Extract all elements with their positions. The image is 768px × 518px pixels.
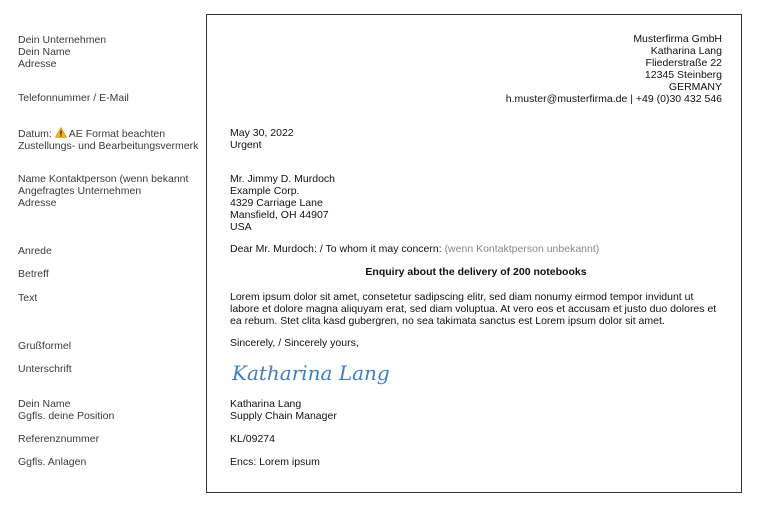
letter-subject: Enquiry about the delivery of 200 notebooks bbox=[365, 266, 587, 278]
sender-name: Katharina Lang bbox=[650, 45, 722, 57]
label-salutation: Anrede bbox=[18, 245, 52, 257]
sender-street: Fliederstraße 22 bbox=[645, 57, 722, 69]
label-date-block bbox=[18, 127, 198, 152]
salutation-line bbox=[230, 243, 599, 255]
label-signer-name: Dein Name bbox=[18, 398, 71, 410]
recipient-city: Mansfield, OH 44907 bbox=[230, 209, 329, 221]
reference-number: KL/09274 bbox=[230, 433, 275, 445]
date-block bbox=[230, 127, 294, 151]
recipient-block bbox=[230, 173, 335, 233]
label-reference: Referenznummer bbox=[18, 433, 100, 445]
sender-contact: h.muster@musterfirma.de | +49 (0)30 432 546 bbox=[505, 93, 722, 105]
recipient-company: Example Corp. bbox=[230, 185, 300, 197]
label-closing: Grußformel bbox=[18, 340, 72, 352]
sender-city: 12345 Steinberg bbox=[644, 69, 722, 81]
label-recipient-address: Adresse bbox=[18, 197, 57, 209]
label-attachments: Ggfls. Anlagen bbox=[18, 456, 87, 468]
label-company: Dein Unternehmen bbox=[18, 34, 107, 46]
label-company-block bbox=[18, 34, 106, 70]
recipient-street: 4329 Carriage Lane bbox=[230, 197, 323, 209]
label-contact: Telefonnummer / E-Mail bbox=[18, 92, 129, 104]
signature-image bbox=[232, 355, 432, 389]
salutation-text: Dear Mr. Murdoch: / To whom it may concern: bbox=[230, 243, 442, 255]
label-name-position-block bbox=[18, 398, 114, 422]
label-signature: Unterschrift bbox=[18, 363, 72, 375]
letter-date: May 30, 2022 bbox=[230, 127, 294, 139]
warning-icon bbox=[55, 127, 67, 138]
label-subject: Betreff bbox=[18, 268, 49, 280]
letter-closing: Sincerely, / Sincerely yours, bbox=[230, 337, 359, 349]
label-delivery-note: Zustellungs- und Bearbeitungsvermerk bbox=[18, 140, 199, 152]
label-requested-company: Angefragtes Unternehmen bbox=[18, 185, 142, 197]
label-date-prefix: Datum: bbox=[18, 128, 52, 140]
enclosures: Encs: Lorem ipsum bbox=[230, 456, 320, 468]
label-your-name: Dein Name bbox=[18, 46, 71, 58]
label-text: Text bbox=[18, 292, 38, 304]
signer-block bbox=[230, 398, 337, 422]
label-date-note: AE Format beachten bbox=[68, 128, 166, 140]
signer-name: Katharina Lang bbox=[230, 398, 302, 410]
salutation-wrap bbox=[230, 243, 599, 255]
label-address: Adresse bbox=[18, 58, 57, 70]
recipient-country: USA bbox=[230, 221, 252, 233]
sender-country: GERMANY bbox=[668, 81, 722, 93]
salutation-note: (wenn Kontaktperson unbekannt) bbox=[444, 243, 600, 255]
sender-company: Musterfirma GmbH bbox=[633, 33, 722, 45]
svg-text:Katharina Lang: Katharina Lang bbox=[232, 361, 390, 385]
recipient-name: Mr. Jimmy D. Murdoch bbox=[230, 173, 336, 185]
signer-position: Supply Chain Manager bbox=[230, 410, 337, 422]
label-date-line bbox=[18, 127, 198, 140]
label-recipient-block bbox=[18, 173, 188, 209]
letter-priority: Urgent bbox=[230, 139, 262, 151]
label-signer-position: Ggfls. deine Position bbox=[18, 410, 115, 422]
letter-body: Lorem ipsum dolor sit amet, consetetur sadipscing elitr, sed diam nonumy eirmod tempor invidunt ut labore et dolore magna aliquyam erat, sed diam voluptua. At vero eos et accusam et justo duo dolores et ea rebum. Stet clita kasd gubergren, no sea takimata sanctus est Lorem ipsum dolor sit amet. bbox=[230, 291, 717, 327]
label-contact-person: Name Kontaktperson (wenn bekannt bbox=[18, 173, 189, 185]
sender-block bbox=[506, 33, 722, 105]
